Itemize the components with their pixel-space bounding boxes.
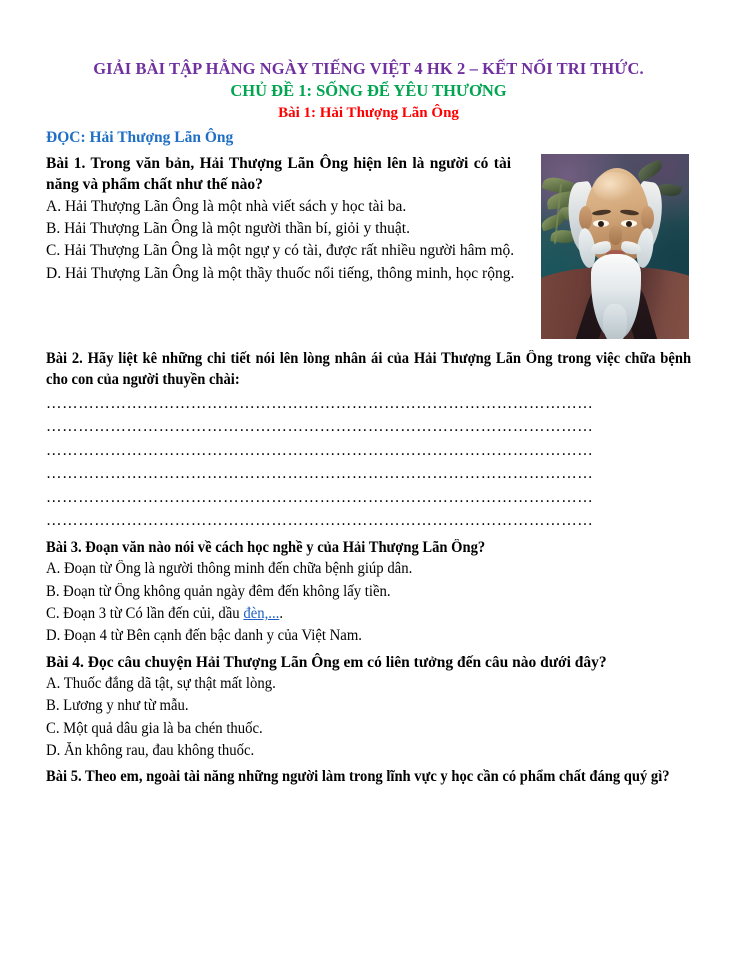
nose [609,226,622,245]
answer-line[interactable]: ………………………………………………………………………………………… [46,441,594,459]
option-a: A. Đoạn từ Ông là người thông minh đến chữa bệnh giúp dân. [46,560,413,578]
portrait-image [541,154,689,339]
document-content [46,58,691,788]
answer-line[interactable]: ………………………………………………………………………………………… [46,394,594,412]
question-stem: Bài 4. Đọc câu chuyện Hải Thượng Lãn Ông em có liên tưởng đến câu nào dưới đây? [46,653,607,671]
option-a: A. Thuốc đắng dã tật, sự thật mất lòng. [46,675,276,692]
option-c-suffix: . [279,605,284,622]
option-c: C. Hải Thượng Lãn Ông là một ngự y có tài, được rất nhiều người hâm mộ. [46,242,515,260]
page-title: GIẢI BÀI TẬP HẰNG NGÀY TIẾNG VIỆT 4 HK 2 – KẾT NỐI TRI THỨC. [93,59,644,78]
theme-title: CHỦ ĐỀ 1: SỐNG ĐỂ YÊU THƯƠNG [230,81,507,101]
answer-lines [46,392,691,533]
question-bai-4 [46,652,691,763]
question-stem: Bài 1. Trong văn bản, Hải Thượng Lãn Ông hiện lên là người có tài năng và phẩm chất như thế nào? [46,154,511,194]
pupil-right [626,221,632,227]
document-header [46,58,691,149]
option-d: D. Hải Thượng Lãn Ông là một thầy thuốc nổi tiếng, thông minh, học rộng. [46,264,515,282]
question-stem: Bài 2. Hãy liệt kê những chi tiết nói lên lòng nhân ái của Hải Thượng Lãn Ông trong việc chữa bệnh cho con của người thuyền chài: [46,349,692,389]
option-list [46,558,691,647]
answer-line[interactable]: ………………………………………………………………………………………… [46,488,594,506]
question-stem: Bài 5. Theo em, ngoài tài năng những người làm trong lĩnh vực y học cần có phẩm chất đáng quý gì? [46,768,670,786]
option-c [46,603,691,625]
option-b: B. Lương y như từ mẫu. [46,697,189,715]
portrait-figure [541,154,691,340]
option-list [46,196,516,285]
option-c-prefix: C. Đoạn 3 từ Có lần đến củi, dầu [46,605,244,622]
lesson-title: Bài 1: Hải Thượng Lãn Ông [278,104,459,121]
option-b: B. Hải Thượng Lãn Ông là một người thần bí, giỏi y thuật. [46,220,410,238]
option-d: D. Ăn không rau, đau không thuốc. [46,741,255,759]
option-a: A. Hải Thượng Lãn Ông là một nhà viết sách y học tài ba. [46,197,407,215]
ear-left [579,206,592,230]
option-c-link[interactable]: đèn,... [243,605,280,622]
question-bai-2 [46,348,691,533]
answer-line[interactable]: ………………………………………………………………………………………… [46,418,594,436]
eye-right [621,220,637,227]
option-c: C. Một quả dâu gia là ba chén thuốc. [46,719,263,737]
answer-line[interactable]: ………………………………………………………………………………………… [46,512,594,530]
pupil-left [598,221,604,227]
answer-line[interactable]: ………………………………………………………………………………………… [46,465,594,483]
beard-taper [603,304,627,339]
question-stem: Bài 3. Đoạn văn nào nói về cách học nghề y của Hải Thượng Lãn Ông? [46,539,486,556]
option-d: D. Đoạn 4 từ Bên cạnh đến bậc danh y của Việt Nam. [46,627,362,645]
question-bai-5 [46,766,691,787]
eye-left [593,220,609,227]
option-list [46,673,691,762]
option-b: B. Đoạn từ Ông không quản ngày đêm đến không lấy tiền. [46,582,391,600]
forehead-highlight [593,172,635,202]
question-bai-3 [46,537,691,648]
ear-right [641,206,654,230]
reading-section-label: ĐỌC: Hải Thượng Lãn Ông [46,129,234,147]
question-bai-1 [46,153,691,344]
